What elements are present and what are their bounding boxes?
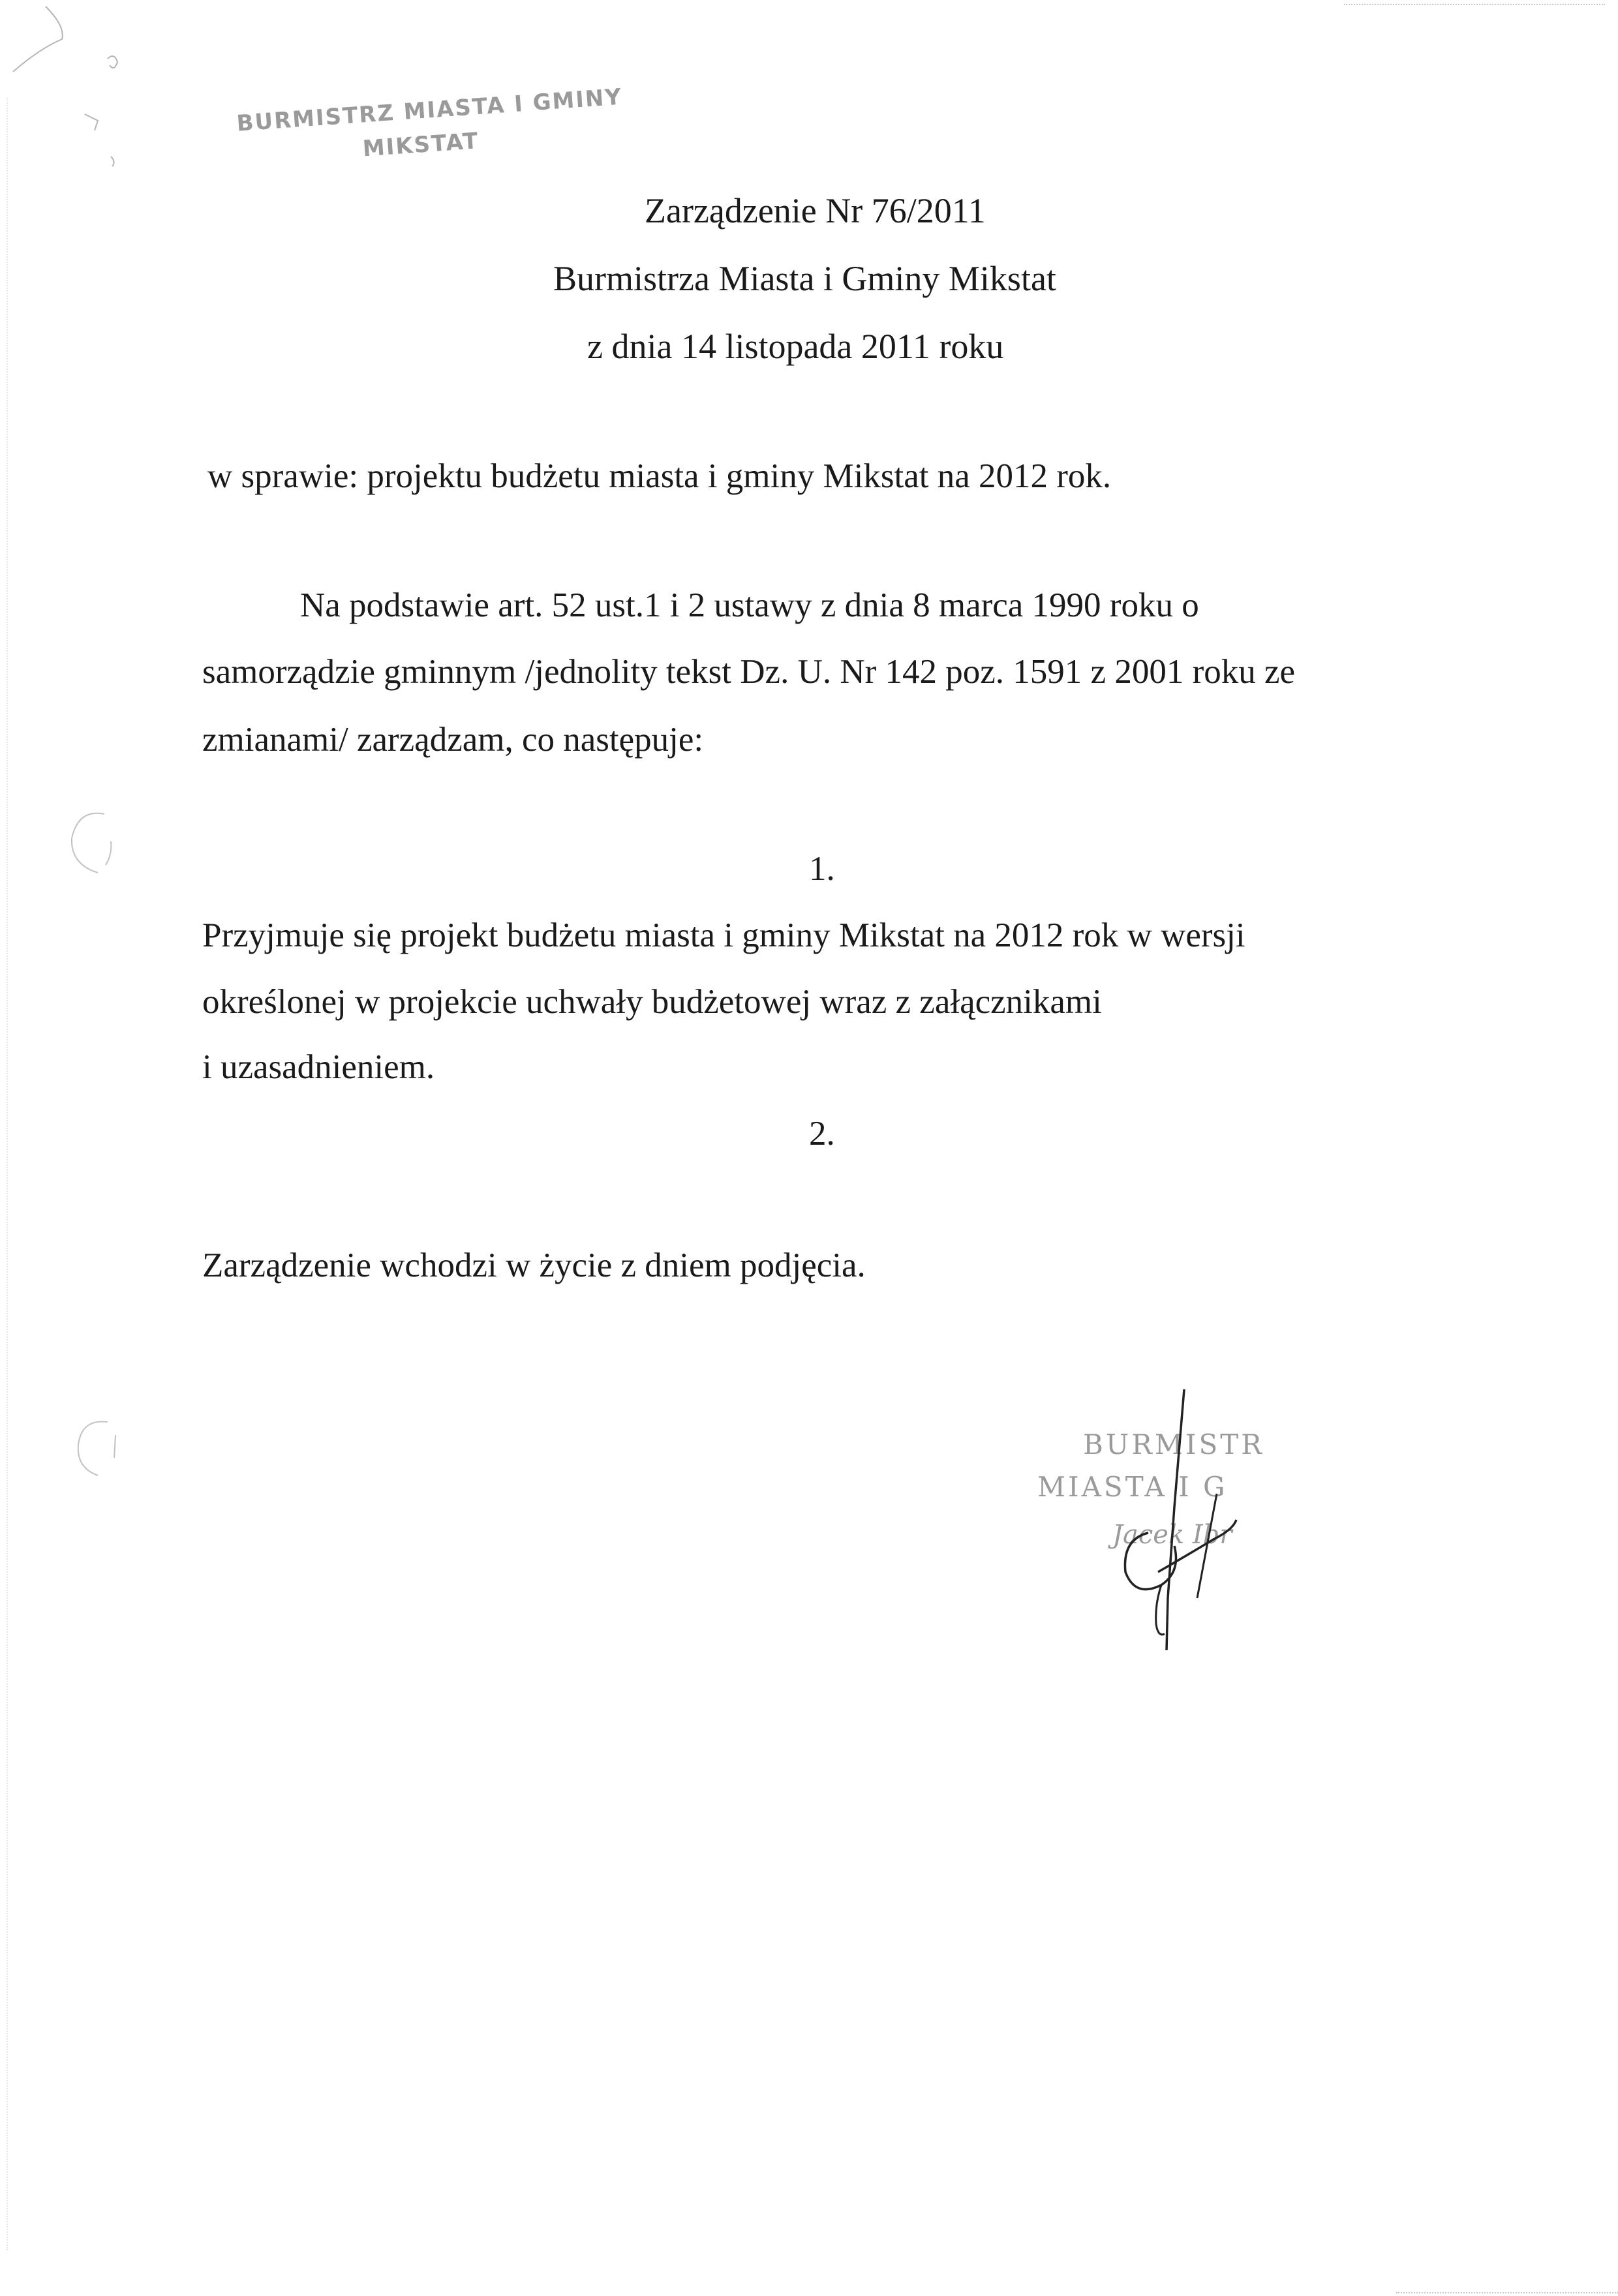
preamble-line-3: zmianami/ zarządzam, co następuje:	[202, 721, 704, 759]
scan-edge-top	[1344, 4, 1605, 5]
section-number-1: 1.	[809, 850, 835, 888]
signature-stamp-line-3: Jacek Ibr	[1112, 1520, 1232, 1550]
stamp-line-2: MIKSTAT	[361, 128, 480, 162]
preamble-line-1: Na podstawie art. 52 ust.1 i 2 ustawy z dnia 8 marca 1990 roku o	[300, 586, 1199, 624]
document-subject: w sprawie: projektu budżetu miasta i gminy Mikstat na 2012 rok.	[207, 457, 1112, 495]
section-2-line-1: Zarządzenie wchodzi w życie z dniem podjęcia.	[202, 1246, 866, 1284]
document-title: Zarządzenie Nr 76/2011	[645, 191, 986, 230]
section-1-line-2: określonej w projekcie uchwały budżetowej wraz z załącznikami	[202, 983, 1102, 1021]
punch-hole-icon	[62, 1409, 127, 1487]
section-number-2: 2.	[809, 1115, 835, 1153]
document-date: z dnia 14 listopada 2011 roku	[587, 327, 1004, 366]
signature-stamp-line-2: MIASTA I G	[1037, 1471, 1228, 1503]
scan-edge-left	[7, 98, 8, 2250]
signature-stamp-line-1: BURMISTR	[1083, 1428, 1264, 1460]
scan-edge-bottom	[1396, 2292, 1618, 2293]
section-1-line-1: Przyjmuje się projekt budżetu miasta i gminy Mikstat na 2012 rok w wersji	[202, 916, 1245, 954]
stamp-line-1: BURMISTRZ MIASTA I GMINY	[236, 83, 624, 137]
handwritten-signature-icon	[1083, 1376, 1318, 1657]
preamble-line-2: samorządzie gminnym /jednolity tekst Dz. U. Nr 142 poz. 1591 z 2001 roku ze	[202, 653, 1296, 691]
corner-mark-icon	[0, 0, 144, 196]
office-stamp	[235, 72, 624, 189]
document-issuer: Burmistrza Miasta i Gminy Mikstat	[553, 259, 1056, 298]
section-1-line-3: i uzasadnieniem.	[202, 1048, 435, 1086]
punch-hole-icon	[59, 802, 124, 881]
